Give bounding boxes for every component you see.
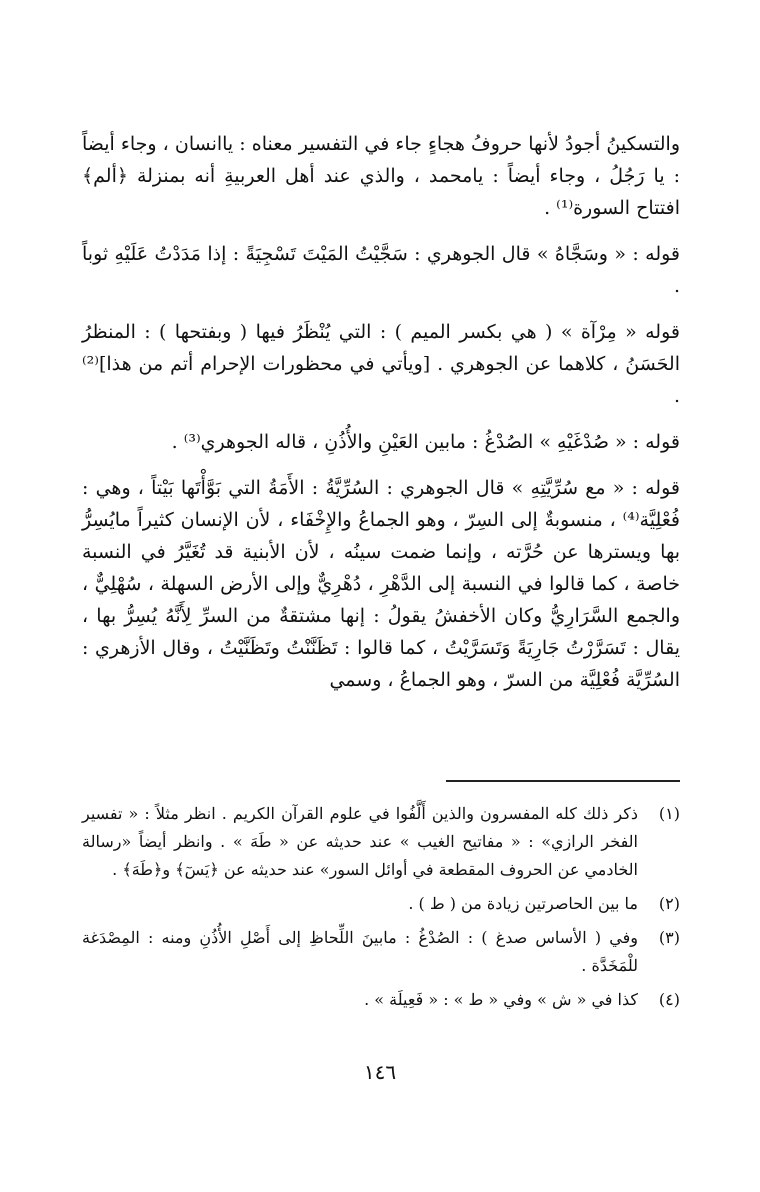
footnote-3 <box>82 924 680 980</box>
footnote-number: (٣) <box>658 928 680 947</box>
main-text <box>82 128 680 696</box>
page-number: ١٤٦ <box>363 1060 397 1084</box>
footnote-4 <box>82 986 680 1014</box>
footnote-text: كذا في « ش » وفي « ط » : « فَعِيلَة » . <box>364 990 638 1009</box>
footnote-number: (١) <box>658 804 680 823</box>
footnote-text: ما بين الحاصرتين زيادة من ( ط ) . <box>408 894 638 913</box>
paragraph-tasakin: والتسكينُ أجودُ لأنها حروفُ هجاءٍ جاء في التفسير معناه : ياانسان ، وجاء أيضاً : يا رَجُلُ ، وجاء أيضاً : يامحمد ، والذي عند أهل العربيةِ أنه بمنزلة ﴿ألم﴾ افتتاح السورة⁽¹⁾ . <box>82 133 680 219</box>
footnote-separator <box>446 780 680 782</box>
paragraph-sudghayhi: قوله : « صُدْغَيْهِ » الصُدْغُ : مابين العَيْنِ والأُذُنِ ، قاله الجوهري⁽³⁾ . <box>171 431 680 453</box>
footnote-2 <box>82 890 680 918</box>
footnote-number: (٢) <box>658 894 680 913</box>
footnotes <box>82 800 680 1020</box>
footnote-text: وفي ( الأساس صدغ ) : الصُدْغُ : مابينَ اللِّحاظِ إلى أَصْلِ الأُذُنِ ومنه : المِصْدَغة للْمَخَدَّة . <box>82 928 638 975</box>
footnote-text: ذكر ذلك كله المفسرون والذين أَلَّفُوا في علوم القرآن الكريم . انظر مثلاً : « تفسير الفخر الرازي» : « مفاتيح الغيب » عند حديثه عن « طَهَ » . وانظر أيضاً «رسالة الخادمي عن الحروف المقطعة في أوائل السور» عند حديثه عن ﴿يَسٓ﴾ و﴿طَهَ﴾ . <box>82 804 638 879</box>
paragraph-sajjahu: قوله : « وسَجَّاهُ » قال الجوهري : سَجَّيْتُ المَيْتَ تَسْجِيَةً : إذا مَدَدْتُ عَلَيْهِ ثوباً . <box>82 243 680 297</box>
paragraph-mirah: قوله « مِرْآة » ( هي بكسر الميم ) : التي يُنْظَرُ فيها ( وبفتحها ) : المنظرُ الحَسَنُ ، كلاهما عن الجوهري . [ويأتي في محظورات الإحرام أتم من هذا]⁽²⁾ . <box>82 321 680 407</box>
footnote-number: (٤) <box>658 990 680 1009</box>
paragraph-surriyyatihi: قوله : « مع سُرِّيَّتِهِ » قال الجوهري : السُرِّيَّةُ : الأَمَةُ التي بَوَّأْتَها بَيْتاً ، وهي : فُعْلِيَّة⁽⁴⁾ ، منسوبةٌ إلى السِرّ ، وهو الجماعُ والإِخْفَاء ، لأن الإنسان كثيراً مايُسِرُّ بها ويسترها عن حُرَّته ، وإنما ضمت سينُه ، لأن الأبنية قد تُغَيَّرُ في النسبة خاصة ، كما قالوا في النسبة إلى الدَّهْرِ ، دُهْرِيٌّ وإلى الأرض السهلة ، سُهْلِيٌّ ، والجمع السَّرَارِيُّ وكان الأخفشُ يقولُ : إنها مشتقةٌ من السرِّ لِأَنَّهُ يُسِرُّ بها ، يقال : تَسَرَّرْتُ جَارِيَةً وَتَسَرَّيْتُ ، كما قالوا : تَظَنَّنْتُ وتَظَنَّيْتُ ، وقال الأزهري : السُرِّيَّة فُعْلِيَّة من السرّ ، وهو الجماعُ ، وسمي <box>82 477 680 691</box>
footnote-1 <box>82 800 680 884</box>
